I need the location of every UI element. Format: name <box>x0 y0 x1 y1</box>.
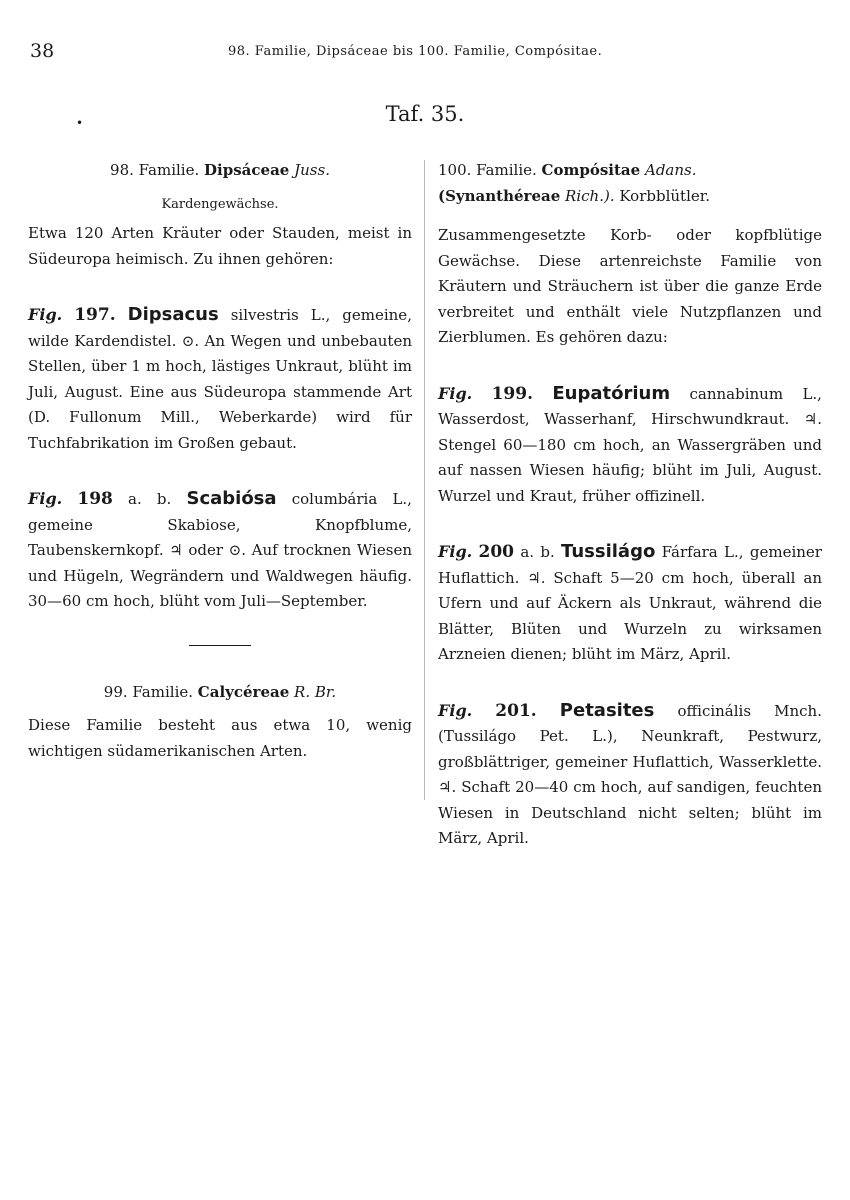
fig-201-entry <box>438 698 822 852</box>
family-98-intro: Etwa 120 Arten Kräuter oder Stauden, meist in Südeuropa heimisch. Zu ihnen gehören: <box>28 224 412 268</box>
family-98-number: 98. Familie. <box>110 161 200 179</box>
fig-200-parts: a. b. <box>520 543 555 561</box>
family-100-common-name: Korbblütler. <box>619 186 711 205</box>
fig-197-number: 197. <box>74 305 116 325</box>
fig-199-genus: Eupatórium <box>552 382 671 404</box>
family-98-heading <box>28 158 412 184</box>
running-header <box>0 40 850 64</box>
margin-dot: • <box>76 116 84 130</box>
fig-198-entry <box>28 486 412 615</box>
fig-197-label: Fig. <box>28 305 63 324</box>
fig-199-number: 199. <box>491 383 533 404</box>
fig-201-label: Fig. <box>438 700 473 720</box>
family-100-number: 100. Familie. <box>438 161 537 179</box>
fig-200-number: 200 <box>478 542 515 562</box>
fig-197-text: silvestris L., gemeine, wilde Kardendistel. ⊙. An Wegen und unbebauten Stellen, über 1 m hoch, lästiges Unkraut, blüht im Juli, August. Eine aus Südeuropa stammende Art (D. Fullonum Mill., Weberkarde) wird für Tuchfabrikation im Großen gebaut. <box>28 306 412 452</box>
fig-200-entry <box>438 539 822 668</box>
family-100-synonym-author: Rich.). <box>565 186 615 205</box>
fig-200-genus: Tussilágo <box>561 541 656 562</box>
family-100-intro: Zusammengesetzte Korb- oder kopfblütige Gewächse. Diese artenreichste Familie von Kräutern und Sträuchern ist über die ganze Erde verbreitet und enthält viele Nutzpflanzen und Zierblumen. Es gehören dazu: <box>438 226 822 346</box>
fig-199-entry <box>438 381 822 510</box>
plate-heading <box>0 102 850 130</box>
running-title: 98. Familie, Dipsáceae bis 100. Familie, Compósitae. <box>228 44 603 59</box>
fig-197-genus: Dipsacus <box>127 304 219 325</box>
fig-198-number: 198 <box>77 489 113 509</box>
family-99-number: 99. Familie. <box>103 682 194 701</box>
family-100-synonym: (Synanthéreae <box>438 186 561 205</box>
left-column <box>28 158 412 764</box>
family-98-name: Dipsáceae <box>204 161 290 179</box>
page-number: 38 <box>30 40 55 62</box>
fig-201-genus: Petasites <box>559 699 655 721</box>
family-100-author: Adans. <box>644 161 697 179</box>
fig-200-text: Fárfara L., gemeiner Huflattich. ♃. Schaft 5—20 cm hoch, überall an Ufern und auf Äckern als Unkraut, während die Blätter, Blüten und Wurzeln zu wirksamen Arzneien dienen; blüht im März, April. <box>438 543 822 663</box>
fig-197-entry <box>28 302 412 456</box>
family-99-heading <box>28 680 412 706</box>
column-divider <box>424 160 425 800</box>
family-99-author: R. Br. <box>294 682 337 701</box>
right-column <box>438 158 822 852</box>
family-99-intro: Diese Familie besteht aus etwa 10, wenig wichtigen südamerikanischen Arten. <box>28 716 412 760</box>
fig-198-label: Fig. <box>28 489 63 508</box>
fig-201-text: officinális Mnch. (Tussilágo Pet. L.), Neunkraft, Pestwurz, großblättriger, gemeiner Huflattich, Wasserklette. ♃. Schaft 20—40 cm hoch, auf sandigen, feuchten Wiesen in Deutschland nicht selten; blüht im März, April. <box>438 701 822 847</box>
fig-200-label: Fig. <box>438 542 473 561</box>
section-rule <box>189 645 251 646</box>
family-99-name: Calycéreae <box>197 682 290 701</box>
fig-198-parts: a. b. <box>128 490 172 508</box>
fig-201-number: 201. <box>495 700 537 721</box>
fig-199-text: cannabinum L., Wasserdost, Wasserhanf, Hirschwundkraut. ♃. Stengel 60—180 cm hoch, an Wassergräben und auf nassen Wiesen häufig; blüht im Juli, August. Wurzel und Kraut, früher offizinell. <box>438 384 822 505</box>
family-98-common-name: Kardengewächse. <box>161 196 279 212</box>
plate-title: Taf. 35. <box>385 102 465 126</box>
family-98-author: Juss. <box>294 161 330 179</box>
family-100-name: Compósitae <box>541 161 641 179</box>
family-100-heading <box>438 158 822 209</box>
fig-198-text: columbária L., gemeine Skabiose, Knopfblume, Taubenskernkopf. ♃ oder ⊙. Auf trocknen Wiesen und Hügeln, Wegrändern und Waldwegen häufig. 30—60 cm hoch, blüht vom Juli—September. <box>28 490 412 610</box>
fig-198-genus: Scabiósa <box>186 488 277 509</box>
fig-199-label: Fig. <box>438 383 473 403</box>
